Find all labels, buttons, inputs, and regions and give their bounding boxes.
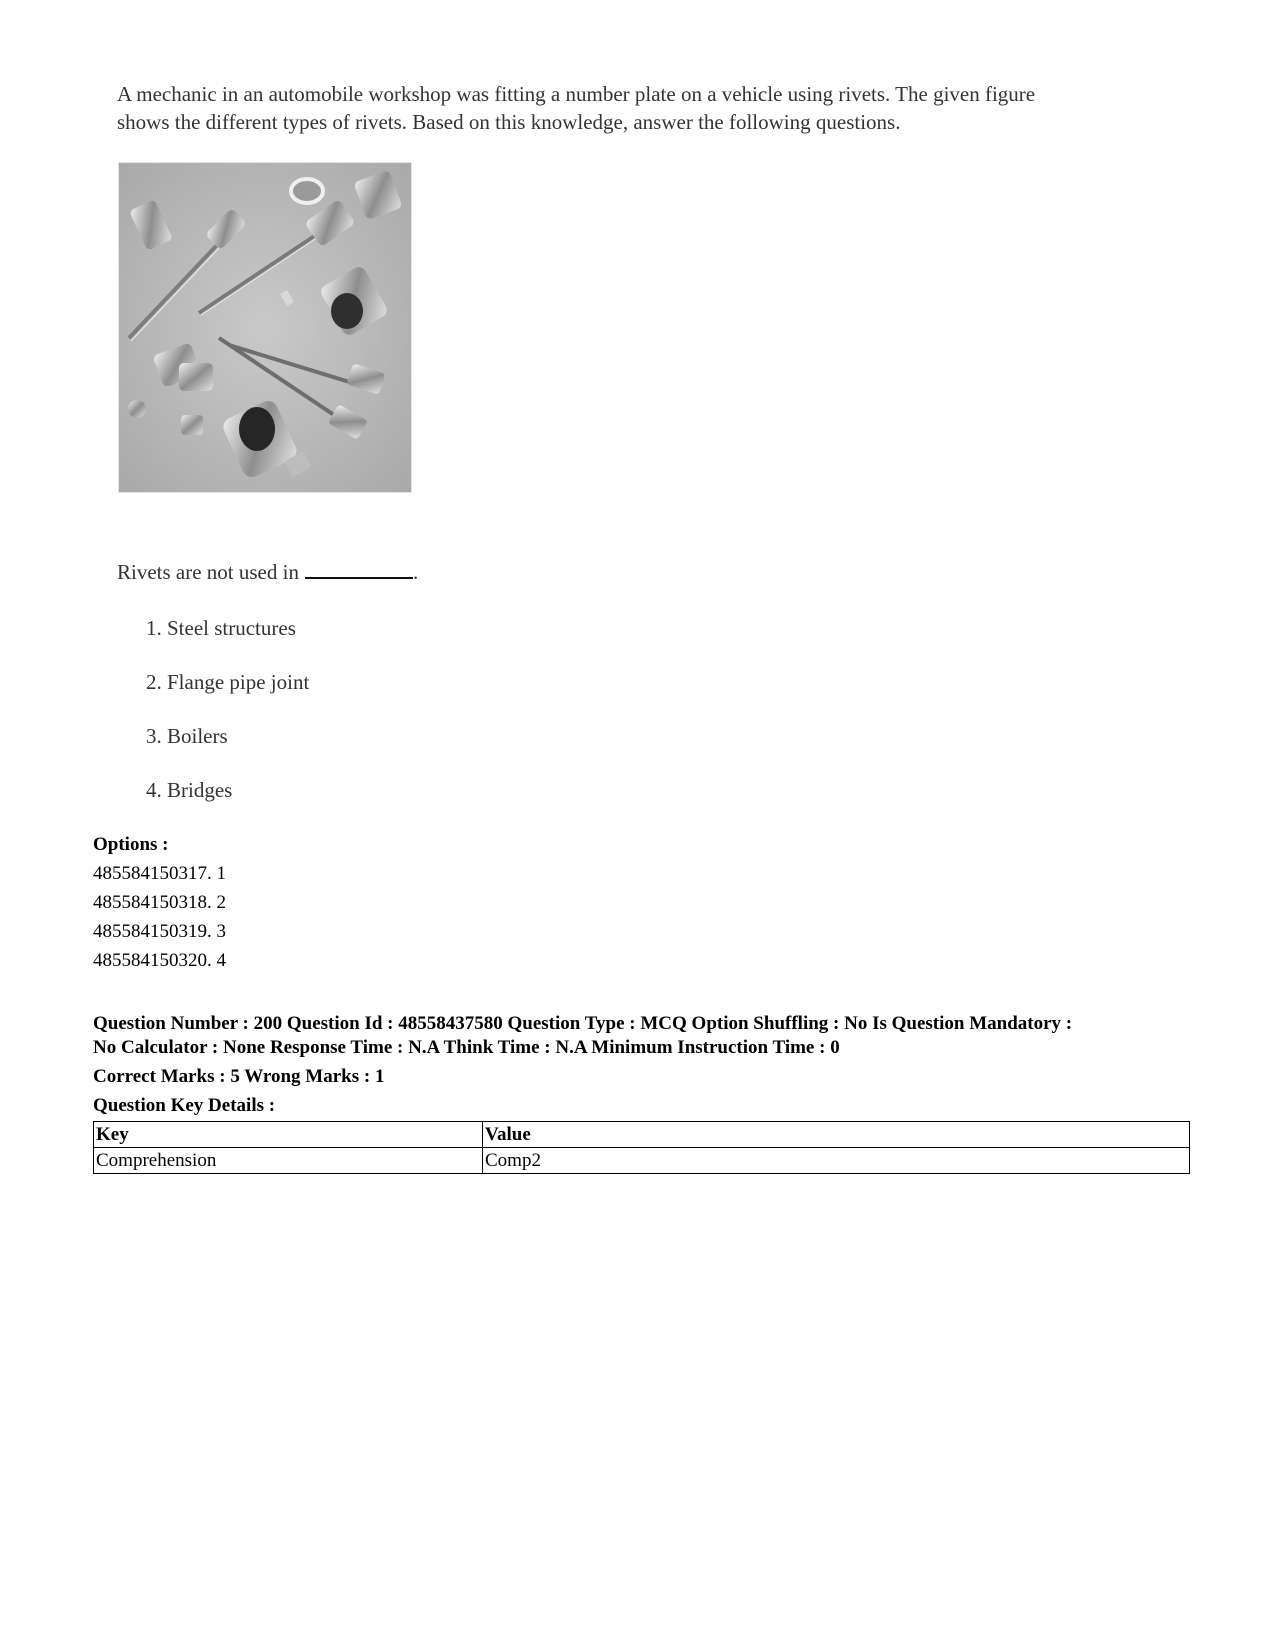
key-details-label: Question Key Details :: [93, 1095, 276, 1116]
option-item: 485584150317. 1: [93, 863, 226, 884]
options-section: [93, 830, 226, 975]
options-header: Options :: [93, 834, 169, 855]
option-item: 485584150318. 2: [93, 892, 226, 913]
rivets-photo: [118, 162, 412, 493]
marks-line: Correct Marks : 5 Wrong Marks : 1: [93, 1066, 385, 1087]
option-item: 485584150320. 4: [93, 950, 226, 971]
meta-line-1: Question Number : 200 Question Id : 48558437580 Question Type : MCQ Option Shuffling : No Is Question Mandatory :: [93, 1013, 1073, 1034]
rivets-illustration: [119, 163, 411, 492]
key-details-table: [93, 1121, 1190, 1174]
question-end: .: [412, 560, 419, 584]
choice-item: 1. Steel structures: [146, 616, 296, 640]
choice-item: 2. Flange pipe joint: [146, 670, 310, 694]
table-row: [94, 1148, 1190, 1174]
question-metadata: [93, 1012, 1193, 1118]
passage-line-2: shows the different types of rivets. Based on this knowledge, answer the following questions.: [117, 110, 901, 134]
meta-line-2: No Calculator : None Response Time : N.A Think Time : N.A Minimum Instruction Time : 0: [93, 1037, 840, 1058]
question-stem: [117, 560, 418, 585]
passage-line-1: A mechanic in an automobile workshop was fitting a number plate on a vehicle using rivets. The given figure: [117, 82, 1036, 106]
fill-blank: [305, 561, 413, 579]
table-header-key: Key: [94, 1122, 483, 1148]
question-text: Rivets are not used in: [117, 560, 299, 584]
table-header-value: Value: [483, 1122, 1190, 1148]
table-cell-value: Comp2: [483, 1148, 1190, 1174]
choice-item: 3. Boilers: [146, 724, 228, 748]
table-cell-key: Comprehension: [94, 1148, 483, 1174]
option-item: 485584150319. 3: [93, 921, 226, 942]
choice-list: [146, 614, 309, 830]
table-header-row: [94, 1122, 1190, 1148]
passage-text: [117, 80, 1177, 136]
choice-item: 4. Bridges: [146, 778, 233, 802]
